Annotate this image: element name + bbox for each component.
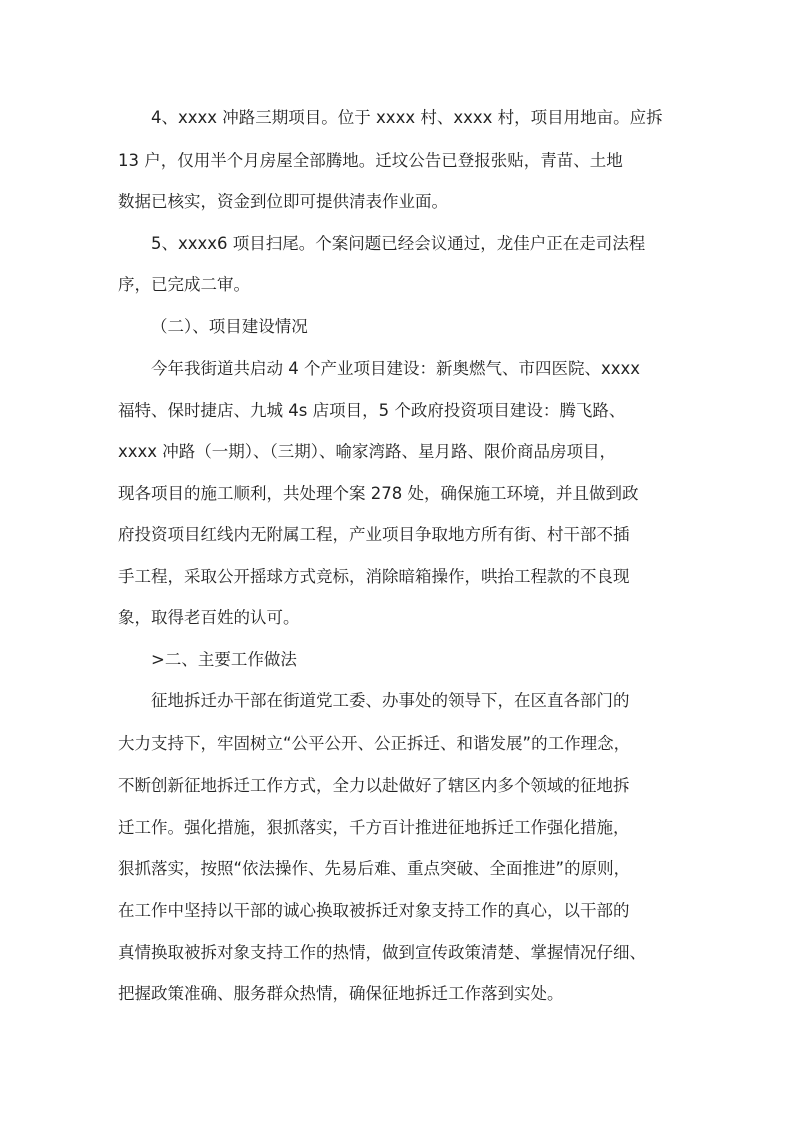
item-4-line-3	[0, 189, 794, 215]
methods-line-5-text: 狠抓落实，按照“依法操作、先易后难、重点突破、全面推进”的原则，	[118, 859, 631, 878]
methods-line-7	[0, 940, 794, 966]
item-5-line-2	[0, 272, 794, 298]
methods-line-8-text: 把握政策准确、服务群众热情，确保征地拆迁工作落到实处。	[118, 984, 564, 1003]
construction-line-7	[0, 605, 794, 631]
item-5-line-1-text: 5、xxxx6 项目扫尾。个案问题已经会议通过，龙佳户正在走司法程	[151, 234, 646, 253]
construction-line-6	[0, 564, 794, 590]
construction-line-5	[0, 522, 794, 548]
section-heading-methods	[0, 647, 794, 673]
methods-line-5	[0, 856, 794, 882]
methods-line-6-text: 在工作中坚持以干部的诚心换取被拆迁对象支持工作的真心，以干部的	[118, 901, 630, 920]
construction-line-1	[0, 356, 794, 382]
construction-line-7-text: 象，取得老百姓的认可。	[118, 608, 300, 627]
item-4-line-1-text: 4、xxxx 冲路三期项目。位于 xxxx 村、xxxx 村，项目用地亩。应拆	[151, 108, 663, 127]
item-4-line-2-text: 13 户，仅用半个月房屋全部腾地。迁坟公告已登报张贴，青苗、土地	[118, 151, 623, 170]
methods-line-2-text: 大力支持下，牢固树立“公平公开、公正拆迁、和谐发展”的工作理念，	[118, 734, 631, 753]
item-4-line-3-text: 数据已核实，资金到位即可提供清表作业面。	[118, 192, 448, 211]
methods-line-3-text: 不断创新征地拆迁工作方式，全力以赴做好了辖区内多个领域的征地拆	[118, 776, 630, 795]
construction-line-3	[0, 439, 794, 465]
methods-line-4	[0, 815, 794, 841]
methods-line-2	[0, 731, 794, 757]
section-heading-construction	[0, 314, 794, 340]
section-heading-methods-text: >二、主要工作做法	[151, 650, 297, 669]
construction-line-4	[0, 481, 794, 507]
construction-line-1-text: 今年我街道共启动 4 个产业项目建设：新奥燃气、市四医院、xxxx	[151, 359, 641, 378]
construction-line-4-text: 现各项目的施工顺利，共处理个案 278 处，确保施工环境，并且做到政	[118, 484, 639, 503]
methods-line-7-text: 真情换取被拆对象支持工作的热情，做到宣传政策清楚、掌握情况仔细、	[118, 943, 646, 962]
methods-line-6	[0, 898, 794, 924]
construction-line-3-text: xxxx 冲路（一期）、（三期）、喻家湾路、星月路、限价商品房项目，	[118, 442, 617, 461]
construction-line-2	[0, 398, 794, 424]
methods-line-1	[0, 688, 794, 714]
construction-line-5-text: 府投资项目红线内无附属工程，产业项目争取地方所有街、村干部不插	[118, 525, 630, 544]
methods-line-4-text: 迁工作。强化措施，狠抓落实，千方百计推进征地拆迁工作强化措施，	[118, 818, 630, 837]
section-heading-construction-text: （二）、项目建设情况	[151, 317, 308, 336]
item-4-line-2	[0, 148, 794, 174]
methods-line-1-text: 征地拆迁办干部在街道党工委、办事处的领导下，在区直各部门的	[151, 691, 630, 710]
item-5-line-2-text: 序，已完成二审。	[118, 275, 250, 294]
construction-line-6-text: 手工程，采取公开摇球方式竞标，消除暗箱操作，哄抬工程款的不良现	[118, 567, 630, 586]
methods-line-3	[0, 773, 794, 799]
item-5-line-1	[0, 231, 794, 257]
construction-line-2-text: 福特、保时捷店、九城 4s 店项目，5 个政府投资项目建设：腾飞路、	[118, 401, 626, 420]
methods-line-8	[0, 981, 794, 1007]
item-4-line-1	[0, 105, 794, 131]
